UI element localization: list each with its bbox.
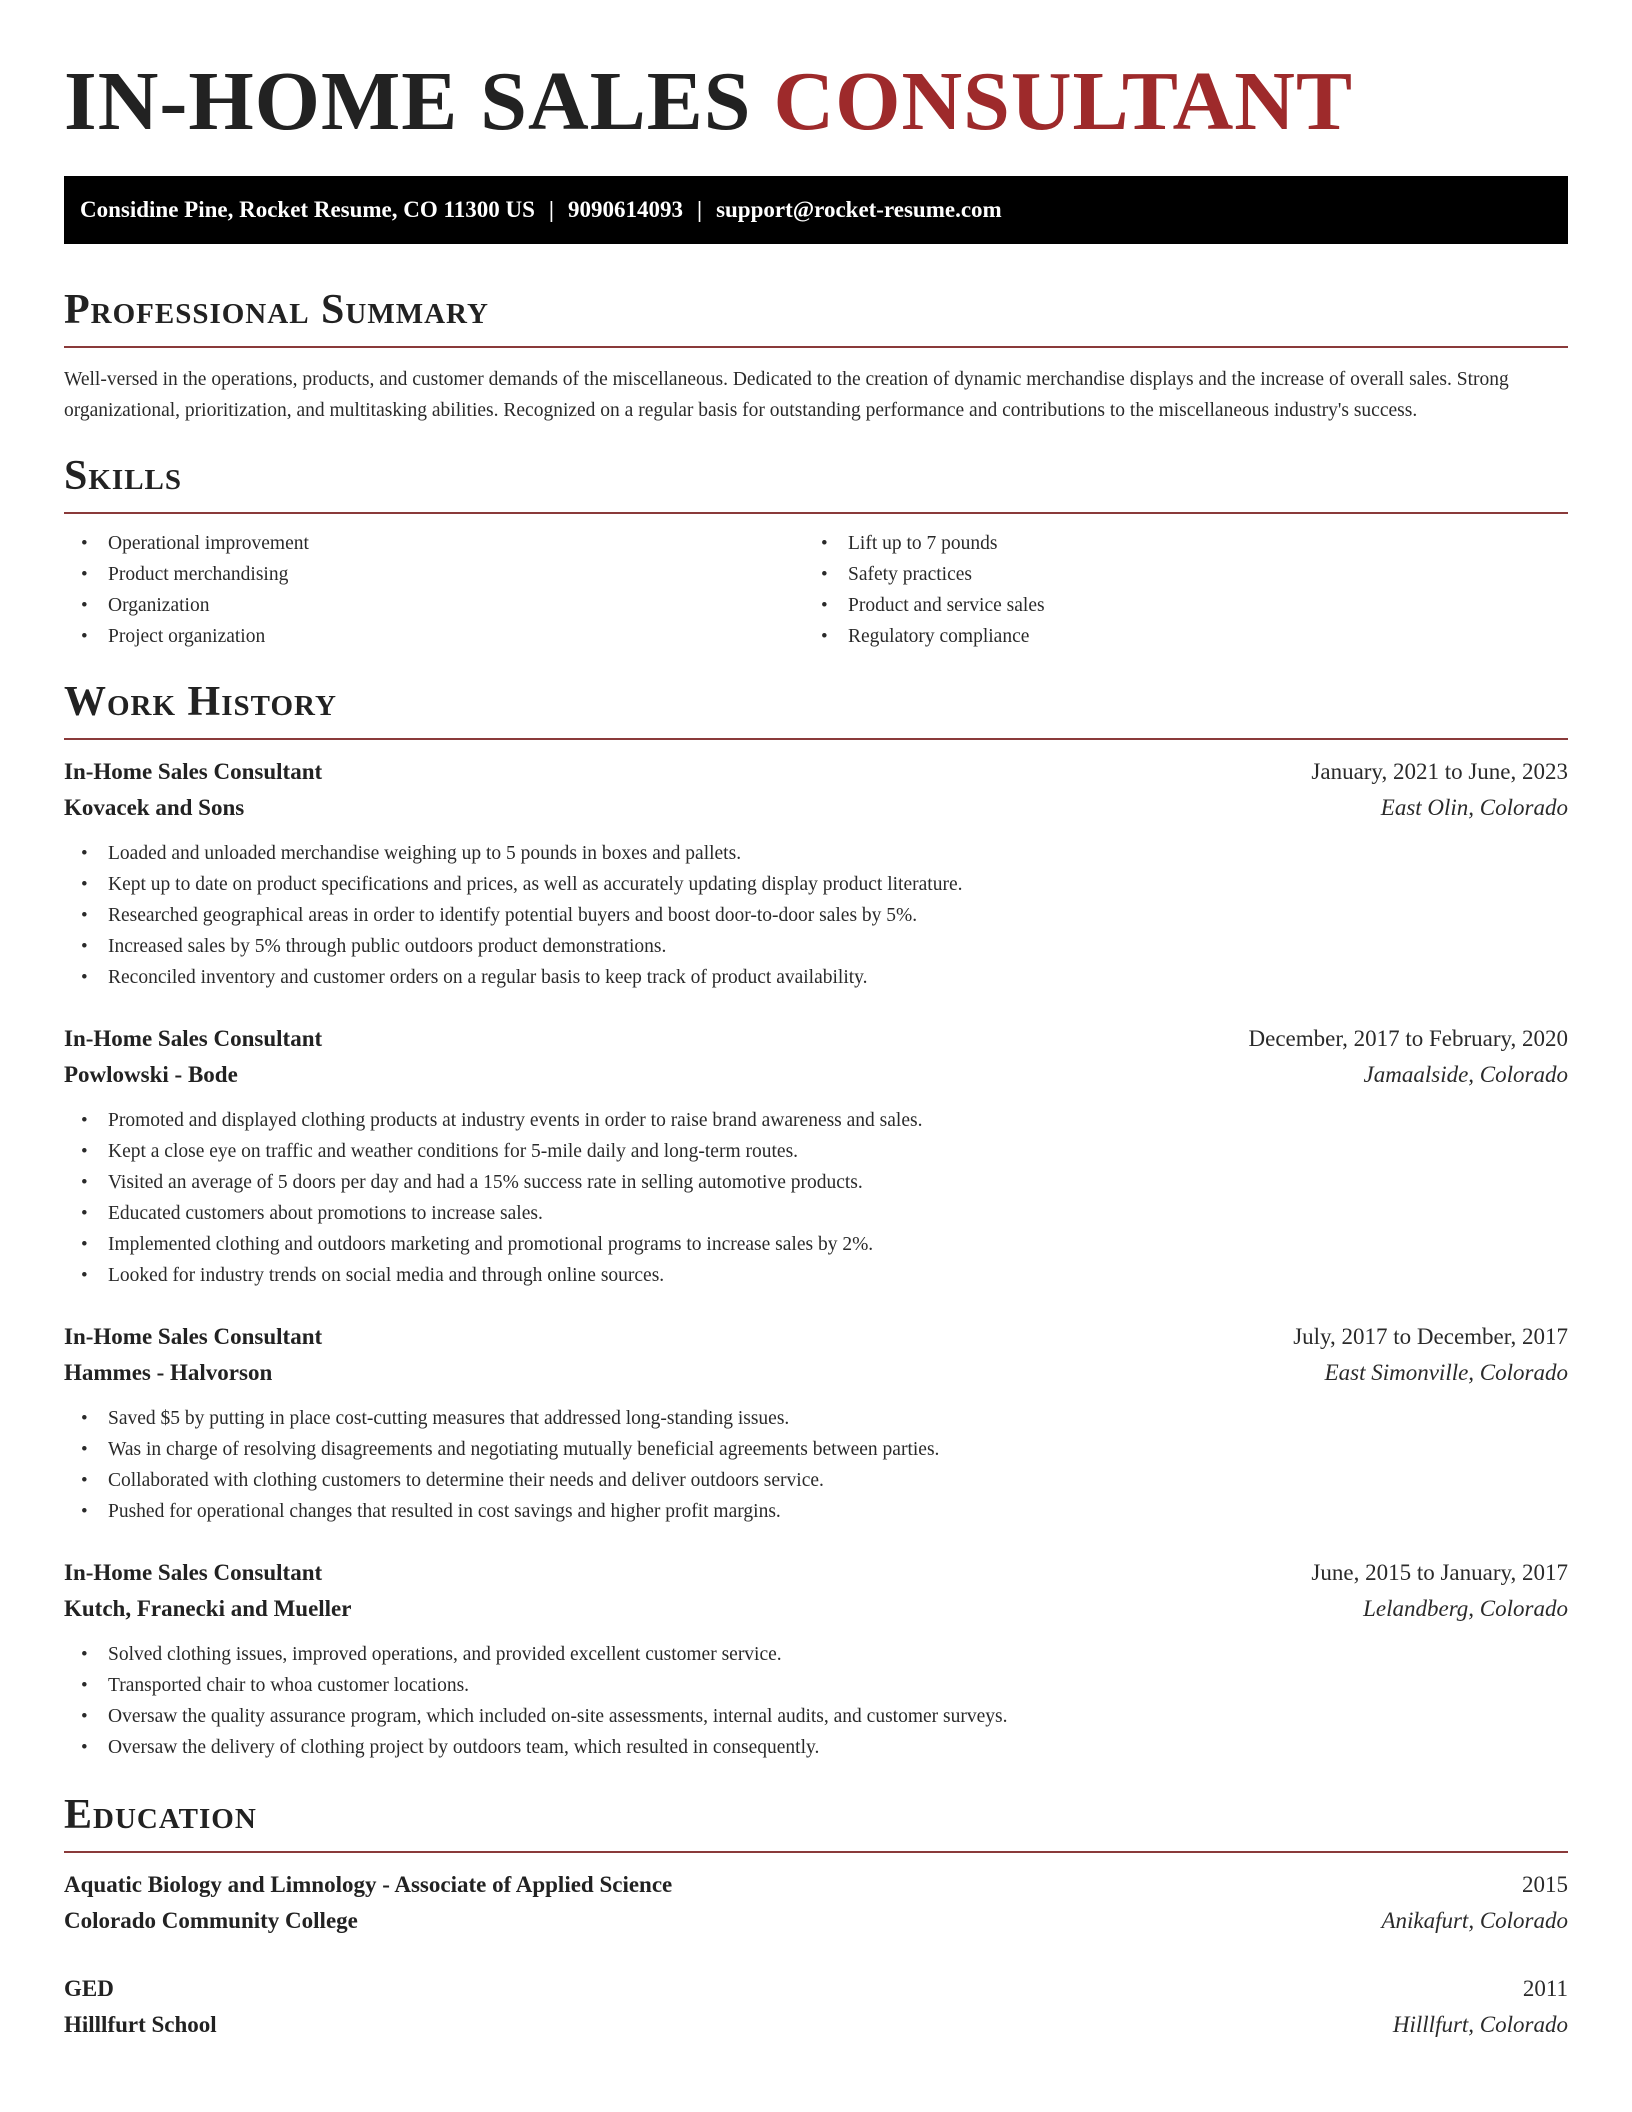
education-heading: Education [64,1792,257,1838]
job-bullet: • Increased sales by 5% through public outdoors product demonstrations. [64,931,1568,962]
education-school: Colorado Community College [64,1908,358,1933]
education-school: Hilllfurt School [64,2012,217,2037]
job-bullet: • Reconciled inventory and customer orders on a regular basis to keep track of product availability. [64,962,1568,993]
work-history-heading: Work History [64,679,337,725]
job-title: In-Home Sales Consultant [64,1324,323,1349]
skill-item: • Regulatory compliance [804,621,1544,652]
job-bullet: • Implemented clothing and outdoors marketing and promotional programs to increase sales by 2%. [64,1229,1568,1260]
resume-page [64,0,1568,2043]
job-location: Lelandberg, Colorado [1363,1596,1568,1621]
skill-item: • Organization [64,590,804,621]
job-location: East Simonville, Colorado [1324,1360,1568,1385]
job-bullet: • Educated customers about promotions to increase sales. [64,1198,1568,1229]
education-entry [64,1867,1568,1939]
job-title: In-Home Sales Consultant [64,1560,323,1585]
skill-item: • Lift up to 7 pounds [804,528,1544,559]
job-company: Kovacek and Sons [64,795,245,820]
job-bullet: • Oversaw the quality assurance program, which included on-site assessments, internal audits, and customer surveys. [64,1701,1568,1732]
job-bullet: • Saved $5 by putting in place cost-cutting measures that addressed long-standing issues. [64,1403,1568,1434]
contact-separator: | [548,197,554,222]
job-bullet: • Researched geographical areas in order to identify potential buyers and boost door-to-door sales by 5%. [64,900,1568,931]
summary-heading: Professional Summary [64,287,489,333]
contact-address: Considine Pine, Rocket Resume, CO 11300 US [80,197,535,222]
contact-email: support@rocket-resume.com [716,197,1002,222]
resume-title [64,0,1568,152]
job-bullet: • Was in charge of resolving disagreements and negotiating mutually beneficial agreements between parties. [64,1434,1568,1465]
work-history-section [64,676,1568,1763]
skill-item: • Product and service sales [804,590,1544,621]
job-bullet: • Loaded and unloaded merchandise weighing up to 5 pounds in boxes and pallets. [64,838,1568,869]
skills-grid [64,528,1568,652]
skills-column-left [64,528,804,652]
contact-separator: | [696,197,703,222]
job-title: In-Home Sales Consultant [64,759,323,784]
section-divider [64,512,1568,514]
job-bullet: • Oversaw the delivery of clothing project by outdoors team, which resulted in consequently. [64,1732,1568,1763]
skills-section [64,450,1568,652]
section-divider [64,1851,1568,1853]
job-entry [64,1555,1568,1763]
education-year: 2011 [1522,1976,1568,2001]
job-company: Kutch, Franecki and Mueller [64,1596,352,1621]
skill-item: • Product merchandising [64,559,804,590]
job-bullet: • Kept a close eye on traffic and weather conditions for 5-mile daily and long-term routes. [64,1136,1568,1167]
job-bullet: • Pushed for operational changes that resulted in cost savings and higher profit margins. [64,1496,1568,1527]
job-dates: December, 2017 to February, 2020 [1248,1026,1568,1051]
job-dates: January, 2021 to June, 2023 [1311,759,1568,784]
title-accent: CONSULTANT [773,55,1353,148]
contact-bar [64,176,1568,244]
education-degree: Aquatic Biology and Limnology - Associate of Applied Science [64,1872,673,1897]
job-bullet: • Promoted and displayed clothing products at industry events in order to raise brand awareness and sales. [64,1105,1568,1136]
skills-column-right [804,528,1544,652]
job-bullet: • Collaborated with clothing customers to determine their needs and deliver outdoors service. [64,1465,1568,1496]
job-company: Hammes - Halvorson [64,1360,273,1385]
education-location: Hilllfurt, Colorado [1392,2012,1568,2037]
job-location: East Olin, Colorado [1380,795,1568,820]
section-divider [64,346,1568,348]
skill-item: • Safety practices [804,559,1544,590]
job-dates: June, 2015 to January, 2017 [1311,1560,1568,1585]
education-entry [64,1971,1568,2043]
job-bullet: • Visited an average of 5 doors per day and had a 15% success rate in selling automotive products. [64,1167,1568,1198]
skill-item: • Operational improvement [64,528,804,559]
job-location: Jamaalside, Colorado [1363,1062,1568,1087]
job-company: Powlowski - Bode [64,1062,238,1087]
title-main: IN-HOME SALES [64,55,752,148]
job-title: In-Home Sales Consultant [64,1026,323,1051]
job-entry [64,1319,1568,1527]
job-bullet: • Transported chair to whoa customer locations. [64,1670,1568,1701]
section-divider [64,738,1568,740]
job-entry [64,754,1568,993]
skills-heading: Skills [64,453,183,499]
job-bullet: • Looked for industry trends on social media and through online sources. [64,1260,1568,1291]
education-year: 2015 [1522,1872,1568,1897]
skill-item: • Project organization [64,621,804,652]
job-bullet: • Solved clothing issues, improved operations, and provided excellent customer service. [64,1639,1568,1670]
summary-section [64,284,1568,426]
education-section [64,1789,1568,2043]
job-dates: July, 2017 to December, 2017 [1293,1324,1568,1349]
job-entry [64,1021,1568,1291]
education-degree: GED [64,1976,114,2001]
job-bullet: • Kept up to date on product specifications and prices, as well as accurately updating display product literature. [64,869,1568,900]
summary-text: Well-versed in the operations, products, and customer demands of the miscellaneous. Dedicated to the creation of dynamic merchandise displays and the increase of overall sales. Strong organizational, prioritization, and multitasking abilities. Recognized on a regular basis for outstanding performance and contributions to the miscellaneous industry's success. [64,369,1509,421]
contact-phone: 9090614093 [567,197,683,222]
education-location: Anikafurt, Colorado [1381,1908,1568,1933]
